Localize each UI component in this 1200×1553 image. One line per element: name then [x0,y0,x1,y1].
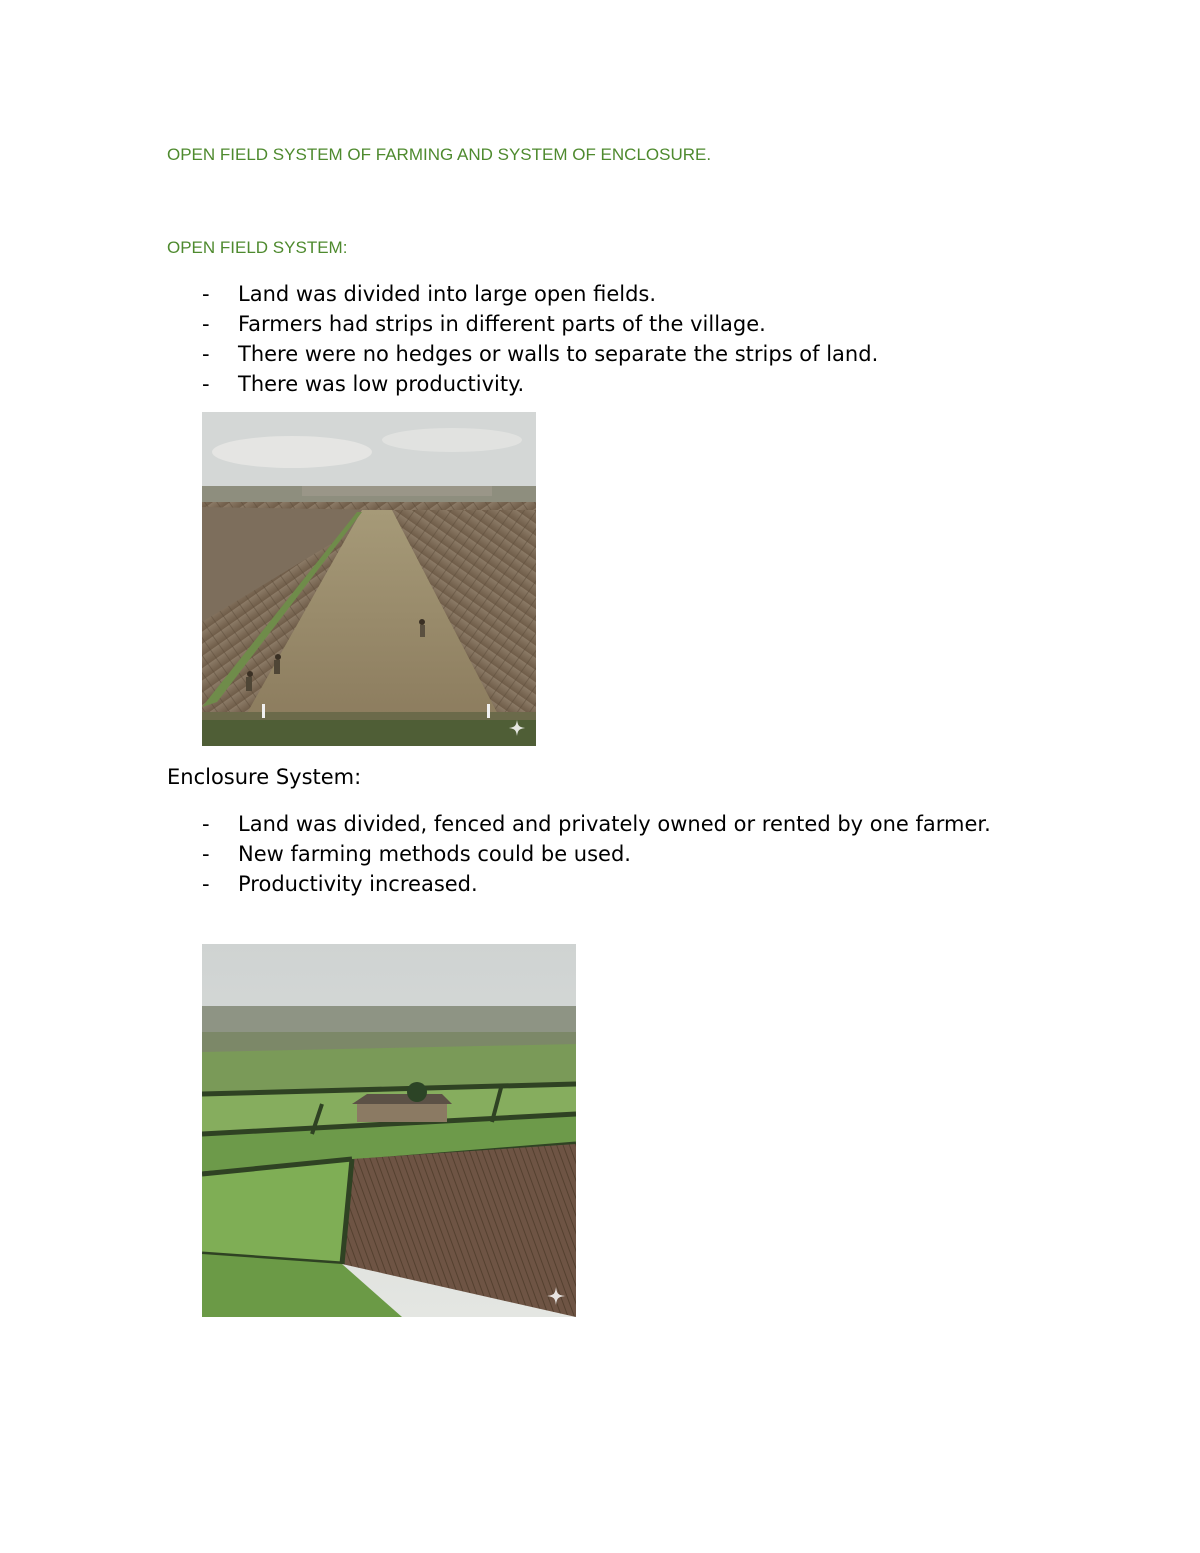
open-field-list [0,279,1018,399]
list-item: - Farmers had strips in different parts of the village. [0,309,1018,339]
document-title: OPEN FIELD SYSTEM OF FARMING AND SYSTEM OF ENCLOSURE. [167,145,712,164]
list-item: - Productivity increased. [0,869,1018,899]
list-item: - There was low productivity. [0,369,1018,399]
enclosure-list [0,809,1018,899]
enclosure-heading: Enclosure System: [167,765,362,789]
list-item: - Land was divided into large open fields. [0,279,1018,309]
open-field-photo [202,412,536,746]
list-item: - There were no hedges or walls to separate the strips of land. [0,339,1018,369]
list-item: - New farming methods could be used. [0,839,1018,869]
open-field-heading: OPEN FIELD SYSTEM: [167,238,348,257]
enclosure-photo [202,944,576,1317]
list-item: - Land was divided, fenced and privately owned or rented by one farmer. [0,809,1018,839]
